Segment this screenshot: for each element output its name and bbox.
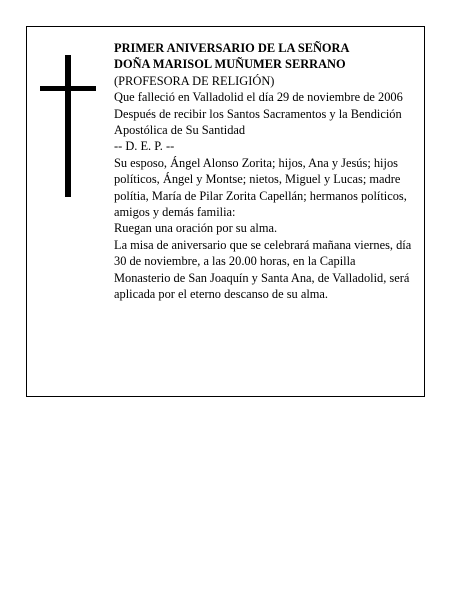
cross-horizontal-bar (40, 86, 96, 91)
mass-announcement: La misa de aniversario que se celebrará mañana viernes, día 30 de noviembre, a las 20.00 horas, en la Capilla Monasterio de San Joaquín y Santa Ana, de Valladolid, será aplicada por el eterno descanso de su alma. (114, 237, 412, 302)
heading-line-1: PRIMER ANIVERSARIO DE LA SEÑORA (114, 41, 350, 55)
notice-text (114, 40, 414, 303)
prayer-request: Ruegan una oración por su alma. (114, 221, 278, 236)
family-text: Su esposo, Ángel Alonso Zorita; hijos, Ana y Jesús; hijos políticos, Ángel y Montse; nietos, Miguel y Lucas; madre polítia, María de Pilar Zorita Capellán; hermanos políticos, amigos y demás familia: (114, 155, 407, 220)
cross-vertical-bar (65, 55, 71, 197)
sacraments-text: Después de recibir los Santos Sacramentos y la Bendición Apostólica de Su Santidad (114, 106, 402, 138)
rip-text: -- D. E. P. -- (114, 139, 175, 154)
heading-line-2: DOÑA MARISOL MUÑUMER SERRANO (114, 57, 346, 72)
obituary-notice (26, 26, 425, 397)
cross-icon (40, 55, 96, 197)
subtitle: (PROFESORA DE RELIGIÓN) (114, 73, 275, 88)
death-info: Que falleció en Valladolid el día 29 de noviembre de 2006 (114, 90, 403, 105)
